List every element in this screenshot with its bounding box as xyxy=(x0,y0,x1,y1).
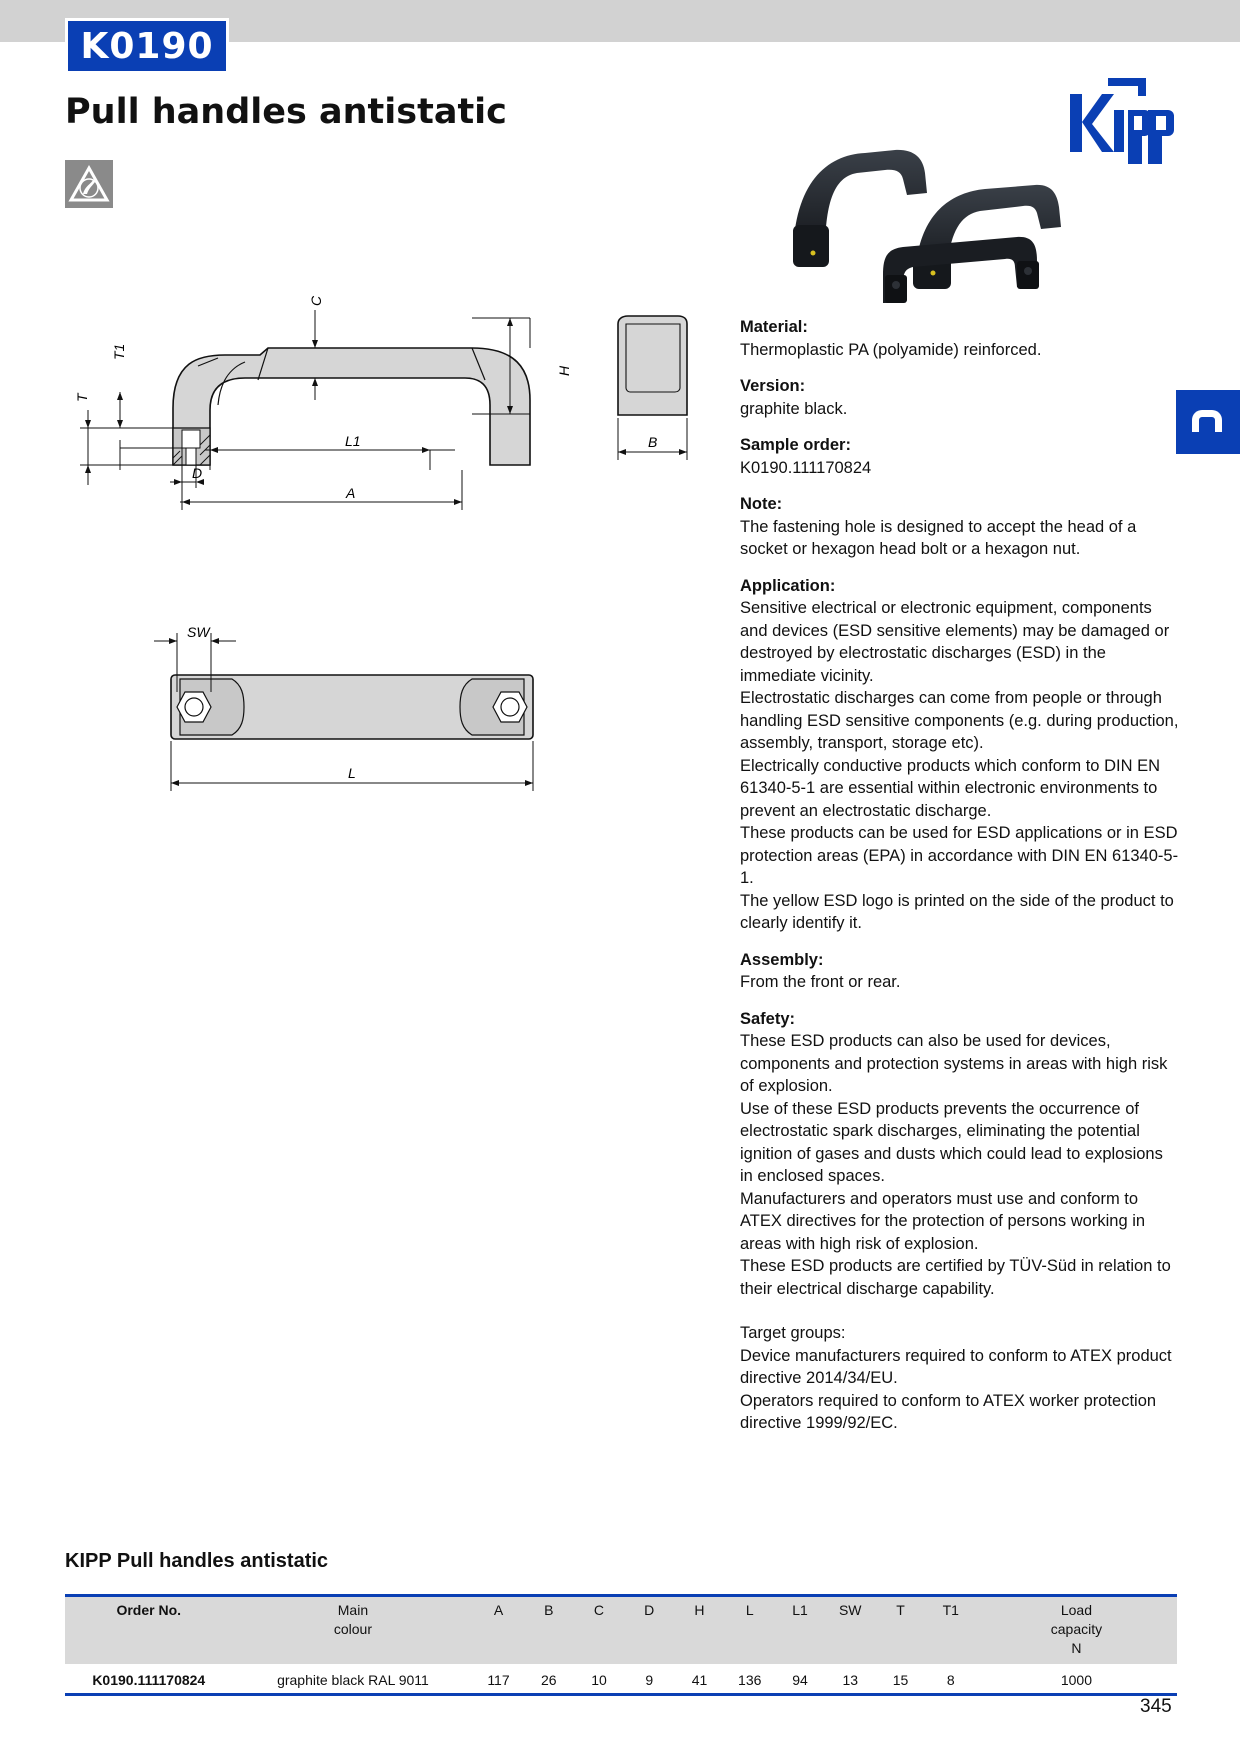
header-load-capacity xyxy=(976,1596,1177,1666)
header-main-colour xyxy=(233,1596,474,1666)
header-load-line1: Load xyxy=(1060,1602,1092,1618)
handle-tab-icon xyxy=(1192,410,1222,432)
cell-order-no: K0190.111170824 xyxy=(65,1665,233,1695)
spacer xyxy=(740,1300,1180,1322)
header-load-line2: capacity xyxy=(1050,1621,1103,1637)
cell-t1: 8 xyxy=(926,1665,976,1695)
header-main-colour-line2: colour xyxy=(333,1621,373,1637)
header-l: L xyxy=(725,1596,775,1666)
product-code-badge: K0190 xyxy=(65,18,229,74)
cell-h: 41 xyxy=(674,1665,724,1695)
target-group-item: Device manufacturers required to conform to ATEX product directive 2014/34/EU. xyxy=(740,1346,1172,1387)
page-title: Pull handles antistatic xyxy=(65,92,507,132)
assembly-heading: Assembly: xyxy=(740,950,824,969)
section-tab xyxy=(1176,390,1240,454)
safety-paragraph: These ESD products can also be used for devices, components and protection systems in areas with high risk of explosion. xyxy=(740,1032,1168,1095)
dim-label-b: B xyxy=(648,434,658,450)
cell-sw: 13 xyxy=(825,1665,875,1695)
cell-a: 117 xyxy=(473,1665,523,1695)
application-paragraph: The yellow ESD logo is printed on the side of the product to clearly identify it. xyxy=(740,891,1174,932)
header-sw: SW xyxy=(825,1596,875,1666)
dim-label-t1: T1 xyxy=(111,343,127,360)
dim-label-d: D xyxy=(192,465,203,481)
table-header-row xyxy=(65,1596,1177,1666)
cell-colour: graphite black RAL 9011 xyxy=(233,1665,474,1695)
cell-d: 9 xyxy=(624,1665,674,1695)
application-heading: Application: xyxy=(740,576,836,595)
application-paragraph: These products can be used for ESD applications or in ESD protection areas (EPA) in accordance with DIN EN 61340-5-1. xyxy=(740,824,1179,887)
safety-section xyxy=(740,1008,1180,1435)
cell-t: 15 xyxy=(875,1665,925,1695)
sample-order-text: K0190.111170824 xyxy=(740,458,872,477)
header-main-colour-line1: Main xyxy=(337,1602,369,1618)
table-title: KIPP Pull handles antistatic xyxy=(65,1550,329,1572)
material-text: Thermoplastic PA (polyamide) reinforced. xyxy=(740,340,1042,359)
drawing-side-view xyxy=(70,295,710,580)
dim-label-t: T xyxy=(74,393,90,402)
dim-label-sw: SW xyxy=(187,624,210,640)
application-paragraph: Electrically conductive products which conform to DIN EN 61340-5-1 are essential within electronic environments to prevent an electrostatic discharge. xyxy=(740,756,1160,820)
version-heading: Version: xyxy=(740,377,806,395)
version-section xyxy=(740,375,1180,420)
safety-heading: Safety: xyxy=(740,1009,796,1028)
dim-label-c: C xyxy=(308,295,324,306)
header-load-line3: N xyxy=(1071,1640,1082,1656)
header-t1: T1 xyxy=(926,1596,976,1666)
header-d: D xyxy=(624,1596,674,1666)
cell-l1: 94 xyxy=(775,1665,825,1695)
specification-text xyxy=(740,316,1180,1449)
dim-label-l: L xyxy=(348,765,356,781)
target-group-item: Operators required to conform to ATEX worker protection directive 1999/92/EC. xyxy=(740,1391,1157,1432)
header-h: H xyxy=(674,1596,724,1666)
material-section xyxy=(740,316,1180,361)
assembly-text: From the front or rear. xyxy=(740,973,901,991)
note-text: The fastening hole is designed to accept the head of a socket or hexagon head bolt or a hexagon nut. xyxy=(740,517,1137,558)
sample-order-heading: Sample order: xyxy=(740,436,851,454)
safety-paragraph: Use of these ESD products prevents the occurrence of electrostatic spark discharges, eliminating the potential ignition of gases and dusts which could lead to explosions in enclosed spaces. xyxy=(740,1099,1163,1185)
drawing-top-view xyxy=(140,605,560,795)
material-heading: Material: xyxy=(740,318,808,336)
assembly-section xyxy=(740,949,1180,994)
dim-label-a: A xyxy=(346,485,356,501)
application-paragraph: Electrostatic discharges can come from people or through handling ESD sensitive components (e.g. during production, assembly, transport, storage etc). xyxy=(740,689,1179,752)
dim-label-l1: L1 xyxy=(345,433,361,449)
dimensions-table xyxy=(65,1594,1177,1696)
table-row xyxy=(65,1665,1177,1695)
application-section xyxy=(740,575,1180,935)
cell-c: 10 xyxy=(574,1665,624,1695)
header-l1: L1 xyxy=(775,1596,825,1666)
header-c: C xyxy=(574,1596,624,1666)
safety-paragraph: Manufacturers and operators must use and conform to ATEX directives for the protection of persons working in areas with high risk of explosion. xyxy=(740,1189,1146,1253)
note-heading: Note: xyxy=(740,495,783,513)
product-photo xyxy=(785,145,1175,305)
safety-paragraph: These ESD products are certified by TÜV-Süd in relation to their electrical discharge capability. xyxy=(740,1257,1171,1298)
esd-warning-icon xyxy=(65,160,113,208)
cell-b: 26 xyxy=(524,1665,574,1695)
sample-order-section xyxy=(740,434,1180,479)
dim-label-h: H xyxy=(556,365,572,376)
header-a: A xyxy=(473,1596,523,1666)
note-section xyxy=(740,493,1180,561)
header-b: B xyxy=(524,1596,574,1666)
target-groups-label: Target groups: xyxy=(740,1324,846,1342)
cell-l: 136 xyxy=(725,1665,775,1695)
cell-load: 1000 xyxy=(976,1665,1177,1695)
application-paragraph: Sensitive electrical or electronic equipment, components and devices (ESD sensitive elements) may be damaged or destroyed by electrostatic discharges (ESD) in the immediate vicinity. xyxy=(740,599,1170,685)
page-number: 345 xyxy=(1140,1696,1172,1717)
header-order-no: Order No. xyxy=(65,1596,233,1666)
header-t: T xyxy=(875,1596,925,1666)
version-text: graphite black. xyxy=(740,399,848,418)
